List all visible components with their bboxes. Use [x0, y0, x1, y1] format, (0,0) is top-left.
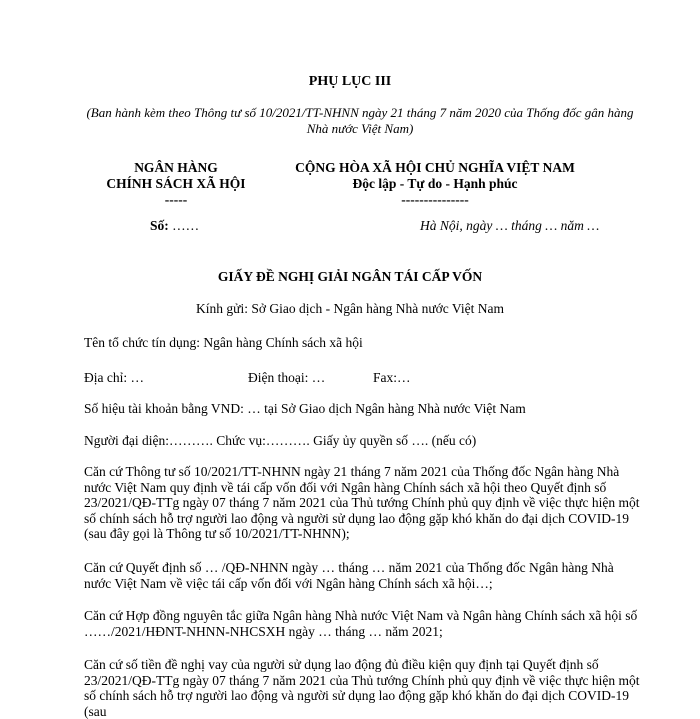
- appendix-title: PHỤ LỤC III: [308, 74, 392, 89]
- number-label: Số:: [150, 218, 169, 233]
- bank-name-line2: CHÍNH SÁCH XÃ HỘI: [106, 176, 246, 191]
- issued-note: (Ban hành kèm theo Thông tư số 10/2021/TT-NHNN ngày 21 tháng 7 năm 2020 của Thống đốc gân hàng Nhà nước Việt Nam): [86, 105, 634, 136]
- nation-header: [290, 160, 580, 208]
- greeting-line: Kính gửi: Sở Giao dịch - Ngân hàng Nhà nước Việt Nam: [196, 301, 504, 316]
- org-name-field: Tên tổ chức tín dụng: Ngân hàng Chính sách xã hội: [84, 335, 363, 350]
- document-title: GIẤY ĐỀ NGHỊ GIẢI NGÂN TÁI CẤP VỐN: [217, 269, 483, 284]
- fax-field: Fax:…: [373, 370, 411, 385]
- number-value: ……: [168, 218, 200, 233]
- document-number: [150, 218, 199, 234]
- place-date: Hà Nội, ngày … tháng … năm …: [420, 218, 600, 233]
- account-field: Số hiệu tài khoản bằng VND: … tại Sở Giao dịch Ngân hàng Nhà nước Việt Nam: [84, 401, 526, 416]
- representative-field: Người đại diện:………. Chức vụ:………. Giấy ủy quyền số …. (nếu có): [84, 433, 477, 448]
- paragraph-legal-basis-1: Căn cứ Thông tư số 10/2021/TT-NHNN ngày 21 tháng 7 năm 2021 của Thống đốc Ngân hàng Nhà nước Việt Nam quy định về tái cấp vốn đối với Ngân hàng Chính sách xã hội theo Quyết định số 23/2021/QĐ-TTg ngày 07 tháng 7 năm 2021 của Thủ tướng Chính phủ quy định về việc thực hiện một số chính sách hỗ trợ người lao động và người sử dụng lao động gặp khó khăn do đại dịch COVID-19 (sau đây gọi là Thông tư số 10/2021/TT-NHNN);: [84, 464, 640, 541]
- bank-divider: -----: [164, 192, 188, 207]
- nation-divider: ---------------: [401, 192, 469, 207]
- address-field: Địa chỉ: …: [84, 370, 144, 385]
- paragraph-legal-basis-3: Căn cứ Hợp đồng nguyên tắc giữa Ngân hàng Nhà nước Việt Nam và Ngân hàng Chính sách xã hội số ……/2021/HĐNT-NHNN-NHCSXH ngày … tháng … năm 2021;: [84, 608, 638, 639]
- nation-motto: Độc lập - Tự do - Hạnh phúc: [352, 176, 518, 191]
- phone-field: Điện thoại: …: [248, 370, 326, 385]
- paragraph-legal-basis-2: Căn cứ Quyết định số … /QĐ-NHNN ngày … tháng … năm 2021 của Thống đốc Ngân hàng Nhà nước Việt Nam về việc tái cấp vốn đối với Ngân hàng Chính sách xã hội…;: [84, 560, 614, 591]
- bank-header: [96, 160, 256, 208]
- nation-name: CỘNG HÒA XÃ HỘI CHỦ NGHĨA VIỆT NAM: [295, 160, 575, 175]
- bank-name-line1: NGÂN HÀNG: [134, 160, 218, 175]
- paragraph-legal-basis-4: Căn cứ số tiền đề nghị vay của người sử dụng lao động đủ điều kiện quy định tại Quyết định số 23/2021/QĐ-TTg ngày 07 tháng 7 năm 2021 của Thủ tướng Chính phủ quy định về việc thực hiện một số chính sách hỗ trợ người lao động và người sử dụng lao động gặp khó khăn do đại dịch COVID-19 (sau: [84, 657, 640, 719]
